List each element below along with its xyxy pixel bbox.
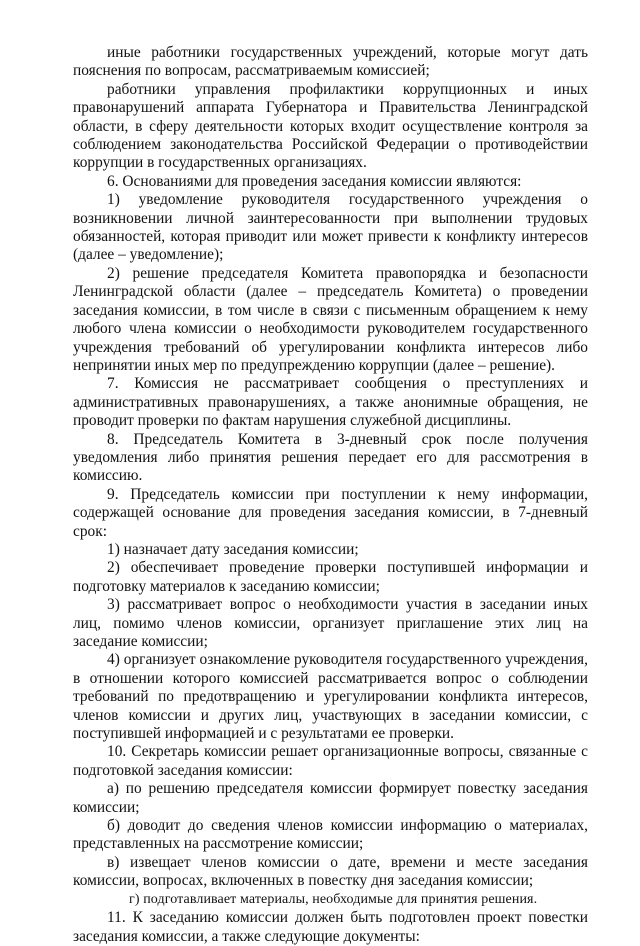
paragraph: иные работники государственных учреждений, которые могут дать пояснения по вопросам, рассматриваемым комиссией; <box>73 44 588 80</box>
paragraph: 7. Комиссия не рассматривает сообщения о преступлениях и административных правонарушениях, а также анонимные обращения, не проводит проверки по фактам нарушения служебной дисциплины. <box>73 375 588 430</box>
paragraph: г) подготавливает материалы, необходимые для принятия решения. <box>129 891 538 907</box>
paragraph: 4) организует ознакомление руководителя государственного учреждения, в отношении которого комиссией рассматривается вопрос о соблюдении требований по предотвращению и урегулировании конфликта интересов, членов комиссии и других лиц, участвующих в заседании комиссии, с поступившей информацией и с результатами ее проверки. <box>73 651 588 743</box>
paragraph: 1) назначает дату заседания комиссии; <box>107 540 359 558</box>
paragraph: 8. Председатель Комитета в 3-дневный срок после получения уведомления либо принятия решения передает его для рассмотрения в комиссию. <box>73 430 588 485</box>
paragraph: 11. К заседанию комиссии должен быть подготовлен проект повестки заседания комиссии, а также следующие документы: <box>73 909 588 945</box>
paragraph: в) извещает членов комиссии о дате, времени и месте заседания комиссии, вопросах, включенных в повестку дня заседания комиссии; <box>73 853 588 890</box>
paragraph: 3) рассматривает вопрос о необходимости участия в заседании иных лиц, помимо членов комиссии, организует приглашение этих лиц на заседание комиссии; <box>73 596 588 650</box>
paragraph: 1) уведомление руководителя государственного учреждения о возникновении личной заинтересованности при выполнении трудовых обязанностей, которая приводит или может привести к конфликту интересов (далее – уведомление); <box>73 191 588 264</box>
paragraph: 6. Основаниями для проведения заседания комиссии являются: <box>107 172 522 190</box>
paragraph: 10. Секретарь комиссии решает организационные вопросы, связанные с подготовкой заседания комиссии: <box>73 743 588 779</box>
paragraph: 2) обеспечивает проведение проверки поступившей информации и подготовку материалов к заседанию комиссии; <box>73 559 588 595</box>
paragraph: 9. Председатель комиссии при поступлении к нему информации, содержащей основание для проведения заседания комиссии, в 7-дневный срок: <box>73 485 588 540</box>
paragraph: 2) решение председателя Комитета правопорядка и безопасности Ленинградской области (далее – председатель Комитета) о проведении заседания комиссии, в том числе в связи с письменным обращением к нему любого члена комиссии о необходимости руководителем государственного учреждения требований об урегулировании конфликта интересов либо непринятии иных мер по предупреждению коррупции (далее – решение). <box>73 264 588 374</box>
paragraph: б) доводит до сведения членов комиссии информацию о материалах, представленных на рассмотрение комиссии; <box>73 817 588 853</box>
paragraph: а) по решению председателя комиссии формирует повестку заседания комиссии; <box>73 780 588 816</box>
paragraph: работники управления профилактики коррупционных и иных правонарушений аппарата Губернатора и Правительства Ленинградской области, в сферу деятельности которых входит осуществление контроля за соблюдением законодательства Российской Федерации о противодействии коррупции в государственных организациях. <box>73 80 588 172</box>
